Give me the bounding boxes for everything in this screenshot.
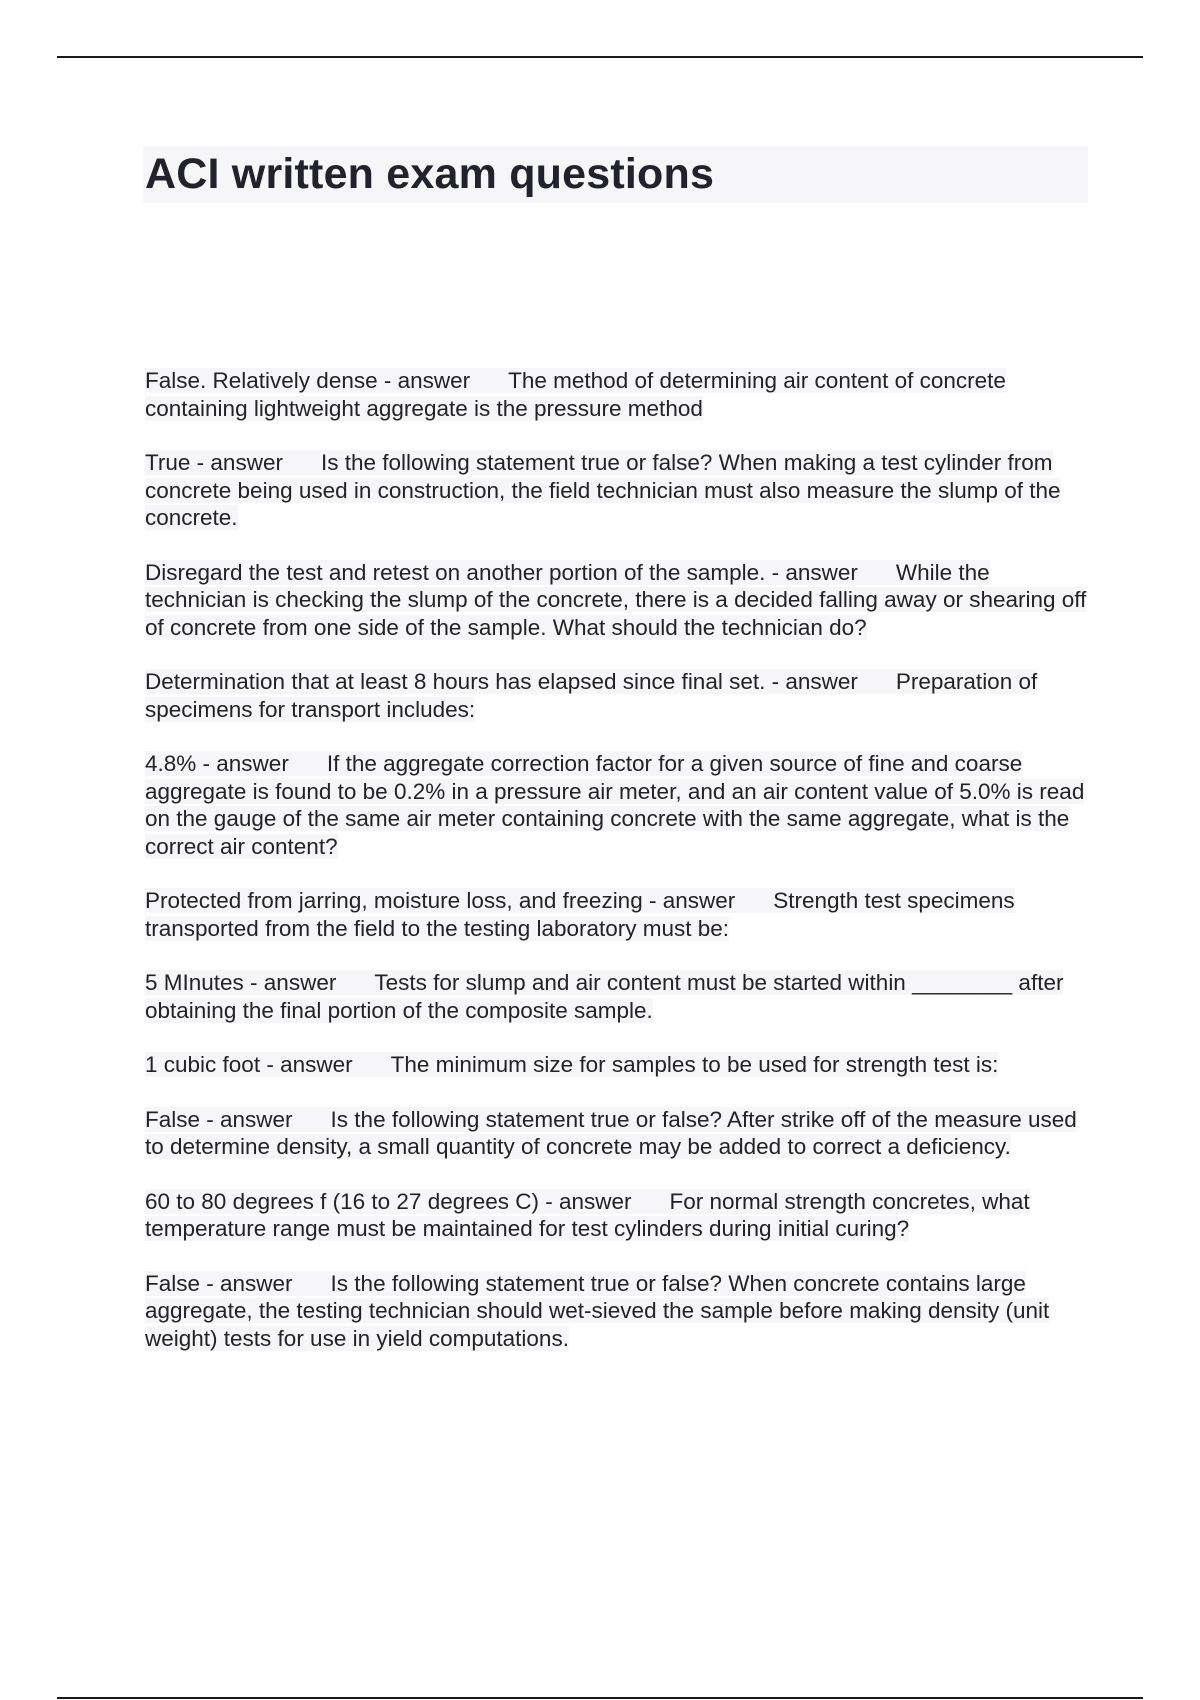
- qa-question: The method of determining air content of concrete containing lightweight aggregate is the pressure method: [145, 368, 1006, 421]
- qa-answer: 4.8% - answer: [145, 751, 289, 776]
- top-rule: [57, 56, 1143, 58]
- qa-question: While the technician is checking the slump of the concrete, there is a decided falling away or shearing off of concrete from one side of the sample. What should the technician do?: [145, 559, 1087, 640]
- qa-question: Strength test specimens transported from the field to the testing laboratory must be:: [145, 888, 1015, 941]
- qa-question: Is the following statement true or false? After strike off of the measure used to determine density, a small quantity of concrete may be added to correct a deficiency.: [145, 1106, 1077, 1159]
- qa-item: [145, 1188, 1090, 1243]
- qa-answer: 60 to 80 degrees f (16 to 27 degrees C) - answer: [145, 1188, 632, 1214]
- document-title: ACI written exam questions: [145, 150, 715, 198]
- qa-item: [145, 1106, 1090, 1161]
- qa-answer: False - answer: [145, 1106, 293, 1132]
- qa-item: [145, 887, 1090, 942]
- qa-question: Preparation of specimens for transport includes:: [145, 669, 1038, 722]
- qa-question: Is the following statement true or false? When making a test cylinder from concrete being used in construction, the field technician must also measure the slump of the concrete.: [145, 450, 1061, 530]
- qa-item: [145, 750, 1090, 860]
- qa-answer: 1 cubic foot - answer: [145, 1052, 353, 1077]
- qa-item: [145, 1270, 1090, 1353]
- qa-item: [145, 969, 1090, 1024]
- qa-question: For normal strength concretes, what temperature range must be maintained for test cylinders during initial curing?: [145, 1188, 1030, 1241]
- qa-answer: False. Relatively dense - answer: [145, 368, 471, 393]
- qa-answer: False - answer: [145, 1270, 293, 1296]
- qa-item: [145, 668, 1090, 723]
- qa-item: [145, 367, 1090, 422]
- qa-answer: Disregard the test and retest on another portion of the sample. - answer: [145, 559, 858, 585]
- qa-question: Is the following statement true or false? When concrete contains large aggregate, the testing technician should wet-sieved the sample before making density (unit weight) tests for use in yield computations.: [145, 1270, 1050, 1351]
- qa-item: [145, 559, 1090, 642]
- qa-item: [145, 1051, 1090, 1079]
- qa-answer: 5 MInutes - answer: [145, 970, 337, 995]
- qa-answer: True - answer: [145, 450, 283, 475]
- qa-answer: Determination that at least 8 hours has elapsed since final set. - answer: [145, 669, 858, 694]
- qa-list: [145, 367, 1090, 1379]
- qa-question: If the aggregate correction factor for a given source of fine and coarse aggregate is found to be 0.2% in a pressure air meter, and an air content value of 5.0% is read on the gauge of the same air meter containing concrete with the same aggregate, what is the correct air content?: [145, 751, 1085, 859]
- qa-item: [145, 449, 1090, 532]
- qa-question: Tests for slump and air content must be started within ________ after obtaining the final portion of the composite sample.: [145, 970, 1064, 1023]
- qa-answer: Protected from jarring, moisture loss, and freezing - answer: [145, 888, 736, 913]
- qa-question: The minimum size for samples to be used for strength test is:: [390, 1052, 999, 1077]
- bottom-rule: [57, 1697, 1143, 1699]
